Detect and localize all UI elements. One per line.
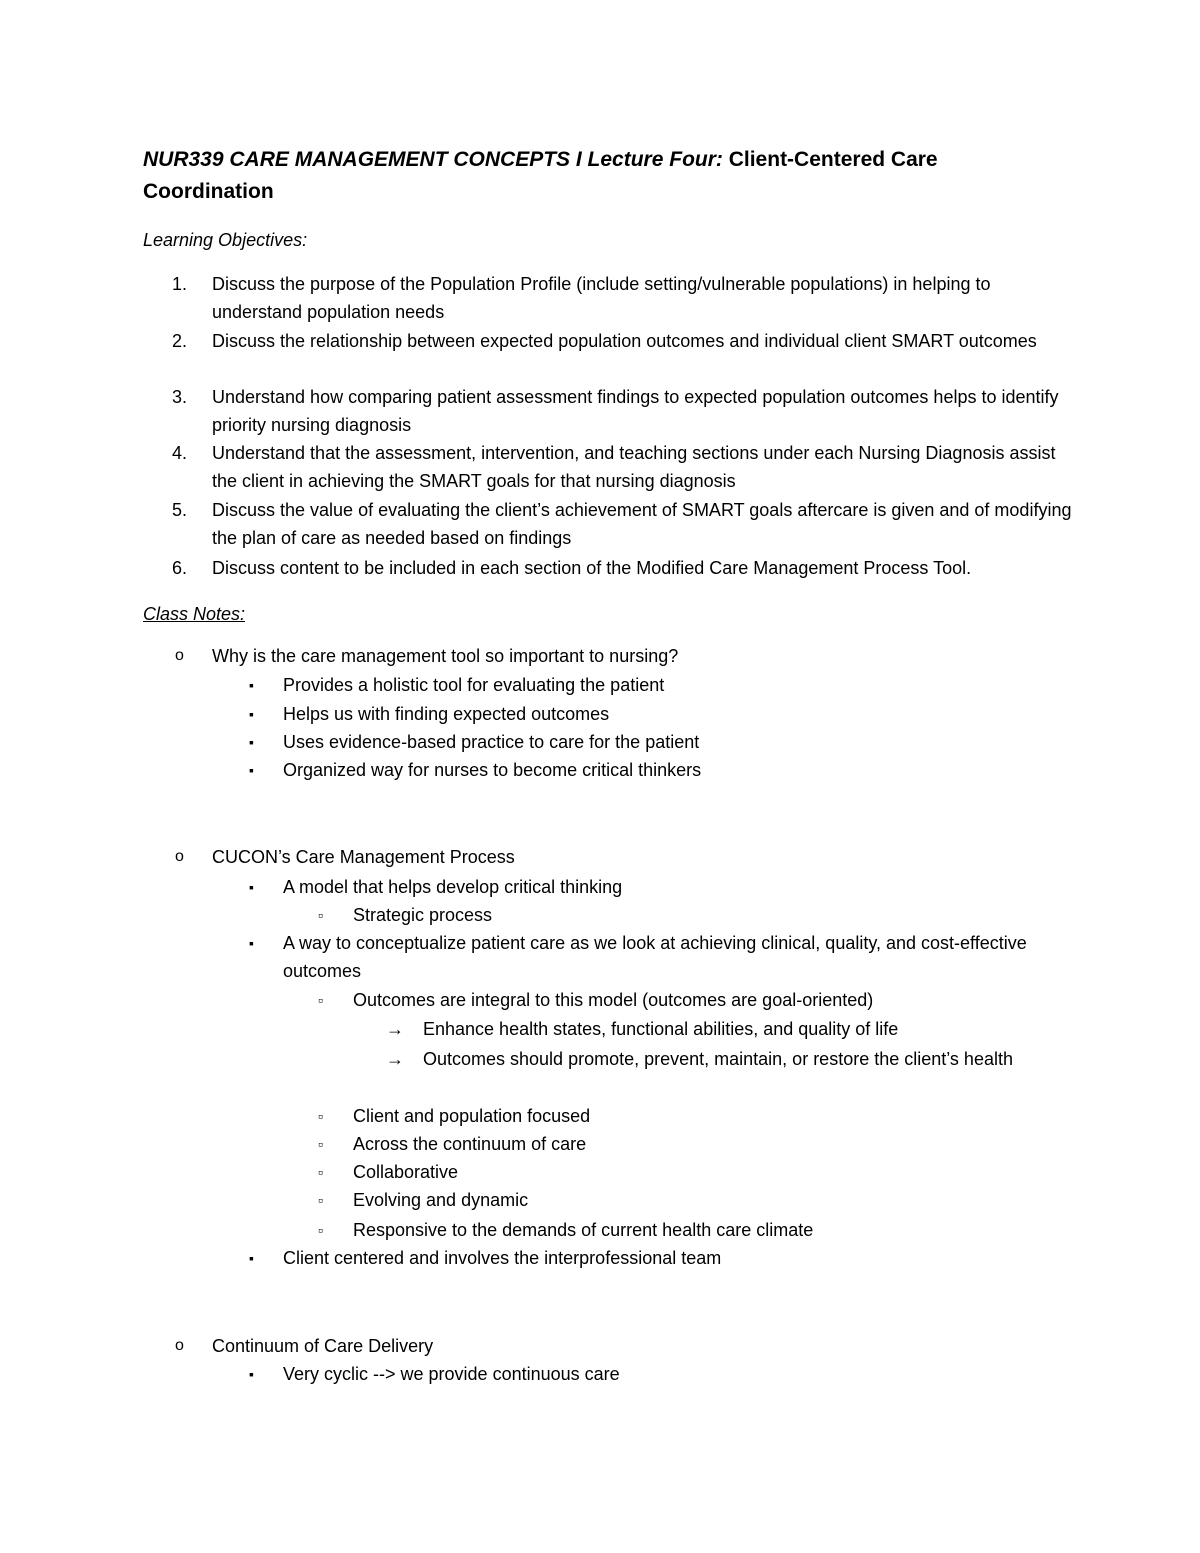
circle-bullet: o (175, 647, 184, 664)
notes-point: A way to conceptualize patient care as we look at achieving clinical, quality, and cost-effective outcomes (283, 933, 1027, 981)
notes-subpoint: Evolving and dynamic (353, 1190, 529, 1210)
notes-point: A model that helps develop critical thinking (283, 877, 623, 897)
square-bullet: ▪ (249, 935, 254, 951)
arrow-bullet-icon: → (386, 1049, 404, 1069)
learning-objectives-heading: Learning Objectives: (143, 230, 308, 250)
objective-text: Understand how comparing patient assessment findings to expected population outcomes helps to identify priority nursing diagnosis (212, 387, 1059, 435)
small-square-bullet: ▫ (318, 907, 323, 923)
small-square-bullet: ▫ (318, 1164, 323, 1180)
square-bullet: ▪ (249, 879, 254, 895)
objective-number: 2. (172, 331, 188, 351)
notes-point: Helps us with finding expected outcomes (283, 704, 610, 724)
objective-number: 5. (172, 500, 188, 520)
objective-text: Discuss the purpose of the Population Profile (include setting/vulnerable populations) in helping to understand population needs (212, 274, 991, 322)
square-bullet: ▪ (249, 1250, 254, 1266)
notes-subpoint: Across the continuum of care (353, 1134, 587, 1154)
square-bullet: ▪ (249, 677, 254, 693)
notes-point: Very cyclic --> we provide continuous care (283, 1364, 620, 1384)
class-notes-heading: Class Notes: (143, 604, 246, 624)
notes-subpoint: Client and population focused (353, 1106, 591, 1126)
arrow-bullet-icon: → (386, 1019, 404, 1039)
objective-text: Discuss the relationship between expected population outcomes and individual client SMART outcomes (212, 331, 1037, 351)
objective-number: 6. (172, 558, 188, 578)
notes-topic: Continuum of Care Delivery (212, 1336, 434, 1356)
circle-bullet: o (175, 1337, 184, 1354)
square-bullet: ▪ (249, 762, 254, 778)
notes-subpoint: Responsive to the demands of current health care climate (353, 1220, 814, 1240)
objective-number: 1. (172, 274, 188, 294)
notes-point: Provides a holistic tool for evaluating the patient (283, 675, 665, 695)
square-bullet: ▪ (249, 706, 254, 722)
notes-point: Organized way for nurses to become critical thinkers (283, 760, 702, 780)
notes-topic: CUCON’s Care Management Process (212, 847, 515, 867)
title-course-lecture: NUR339 CARE MANAGEMENT CONCEPTS I Lecture Four: (143, 148, 723, 171)
objective-number: 3. (172, 387, 188, 407)
square-bullet: ▪ (249, 734, 254, 750)
objective-number: 4. (172, 443, 188, 463)
notes-subpoint: Strategic process (353, 905, 493, 925)
notes-detail: Outcomes should promote, prevent, maintain, or restore the client’s health (423, 1049, 1013, 1069)
small-square-bullet: ▫ (318, 1136, 323, 1152)
notes-subpoint: Collaborative (353, 1162, 459, 1182)
small-square-bullet: ▫ (318, 1192, 323, 1208)
notes-subpoint: Outcomes are integral to this model (outcomes are goal-oriented) (353, 990, 874, 1010)
objective-text: Discuss content to be included in each section of the Modified Care Management Process Tool. (212, 558, 972, 578)
notes-point: Uses evidence-based practice to care for the patient (283, 732, 700, 752)
square-bullet: ▪ (249, 1366, 254, 1382)
objective-text: Understand that the assessment, intervention, and teaching sections under each Nursing Diagnosis assist the client in achieving the SMART goals for that nursing diagnosis (212, 443, 1056, 491)
objective-text: Discuss the value of evaluating the client’s achievement of SMART goals aftercare is given and of modifying the plan of care as needed based on findings (212, 500, 1072, 548)
small-square-bullet: ▫ (318, 992, 323, 1008)
title-topic: Client-Centered Care Coordination (143, 148, 938, 203)
notes-point: Client centered and involves the interprofessional team (283, 1248, 722, 1268)
circle-bullet: o (175, 848, 184, 865)
small-square-bullet: ▫ (318, 1108, 323, 1124)
notes-detail: Enhance health states, functional abilities, and quality of life (423, 1019, 899, 1039)
notes-topic: Why is the care management tool so important to nursing? (212, 646, 679, 666)
document-title (143, 144, 1063, 208)
small-square-bullet: ▫ (318, 1222, 323, 1238)
